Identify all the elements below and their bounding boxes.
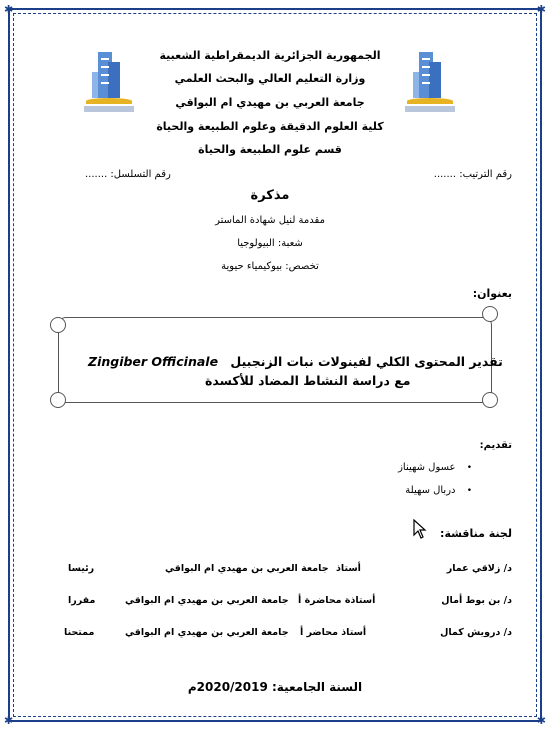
scroll-curl-bottom-right bbox=[482, 392, 498, 408]
memo-branch: شعبة: البيولوجيا bbox=[237, 238, 303, 249]
committee-member-rank: أستاذ محاضر أ bbox=[300, 627, 367, 638]
header-university: جامعة العربي بن مهيدي ام البواقي bbox=[175, 96, 365, 109]
scroll-curl-top-right bbox=[482, 306, 498, 322]
serial-number: رقم التسلسل: ....... bbox=[85, 169, 171, 180]
committee-member-institution: جامعة العربي بن مهيدي ام البواقي bbox=[125, 627, 289, 638]
memo-title: مذكرة bbox=[250, 188, 290, 203]
memo-degree: مقدمة لنيل شهادة الماستر bbox=[215, 215, 325, 226]
corner-star-icon: ✱ bbox=[536, 714, 546, 727]
university-logo-left bbox=[84, 48, 134, 116]
committee-member-name: د/ درويش كمال bbox=[440, 627, 512, 638]
corner-star-icon: ✱ bbox=[4, 3, 14, 16]
presented-label: تقديم: bbox=[479, 440, 512, 451]
corner-star-icon: ✱ bbox=[4, 714, 14, 727]
university-logo-right bbox=[405, 48, 455, 116]
committee-member-institution: جامعة العربي بن مهيدي ام البواقي bbox=[165, 563, 329, 574]
header-faculty: كلية العلوم الدقيقة وعلوم الطبيعة والحياة bbox=[156, 120, 384, 133]
subject-label: بعنوان: bbox=[472, 287, 512, 300]
committee-member-institution: جامعة العربي بن مهيدي ام البواقي bbox=[125, 595, 289, 606]
student-2 bbox=[405, 485, 472, 496]
mouse-cursor-icon bbox=[413, 519, 427, 539]
bullet-icon: • bbox=[466, 486, 472, 496]
committee-member-role: ممتحنا bbox=[64, 627, 95, 638]
subject-title-line2: مع دراسة النشاط المضاد للأكسدة bbox=[205, 373, 411, 388]
scroll-curl-top-left bbox=[50, 317, 66, 333]
bullet-icon: • bbox=[466, 463, 472, 473]
committee-label: لجنة مناقشة: bbox=[440, 527, 512, 540]
header-department: قسم علوم الطبيعة والحياة bbox=[198, 143, 342, 156]
committee-member-name: د/ زلاقي عمار bbox=[446, 563, 512, 574]
header-ministry: وزارة التعليم العالي والبحث العلمي bbox=[174, 72, 366, 85]
scroll-curl-bottom-left bbox=[50, 392, 66, 408]
header-republic: الجمهورية الجزائرية الديمقراطية الشعبية bbox=[159, 49, 381, 62]
subject-title-arabic: تقدير المحتوى الكلي لفينولات نبات الزنجبيل bbox=[230, 354, 503, 369]
order-number: رقم الترتيب: ....... bbox=[433, 169, 512, 180]
committee-member-rank: أستاذة محاضرة أ bbox=[298, 595, 376, 606]
subject-title-line1 bbox=[88, 354, 503, 369]
committee-member-role: رئيسا bbox=[68, 563, 95, 574]
memo-specialty: تخصص: بيوكيمياء حيوية bbox=[221, 261, 319, 272]
student-name: عسول شهيناز bbox=[398, 462, 456, 473]
corner-star-icon: ✱ bbox=[536, 3, 546, 16]
academic-year: السنة الجامعية: 2020/2019م bbox=[187, 680, 363, 694]
student-1 bbox=[398, 462, 472, 473]
committee-member-rank: أستاذ bbox=[336, 563, 361, 574]
committee-member-role: مقررا bbox=[68, 595, 96, 606]
committee-member-name: د/ بن بوط أمال bbox=[441, 595, 512, 606]
student-name: دربال سهيلة bbox=[405, 485, 456, 496]
subject-scientific-name: Zingiber Officinale bbox=[88, 354, 219, 369]
